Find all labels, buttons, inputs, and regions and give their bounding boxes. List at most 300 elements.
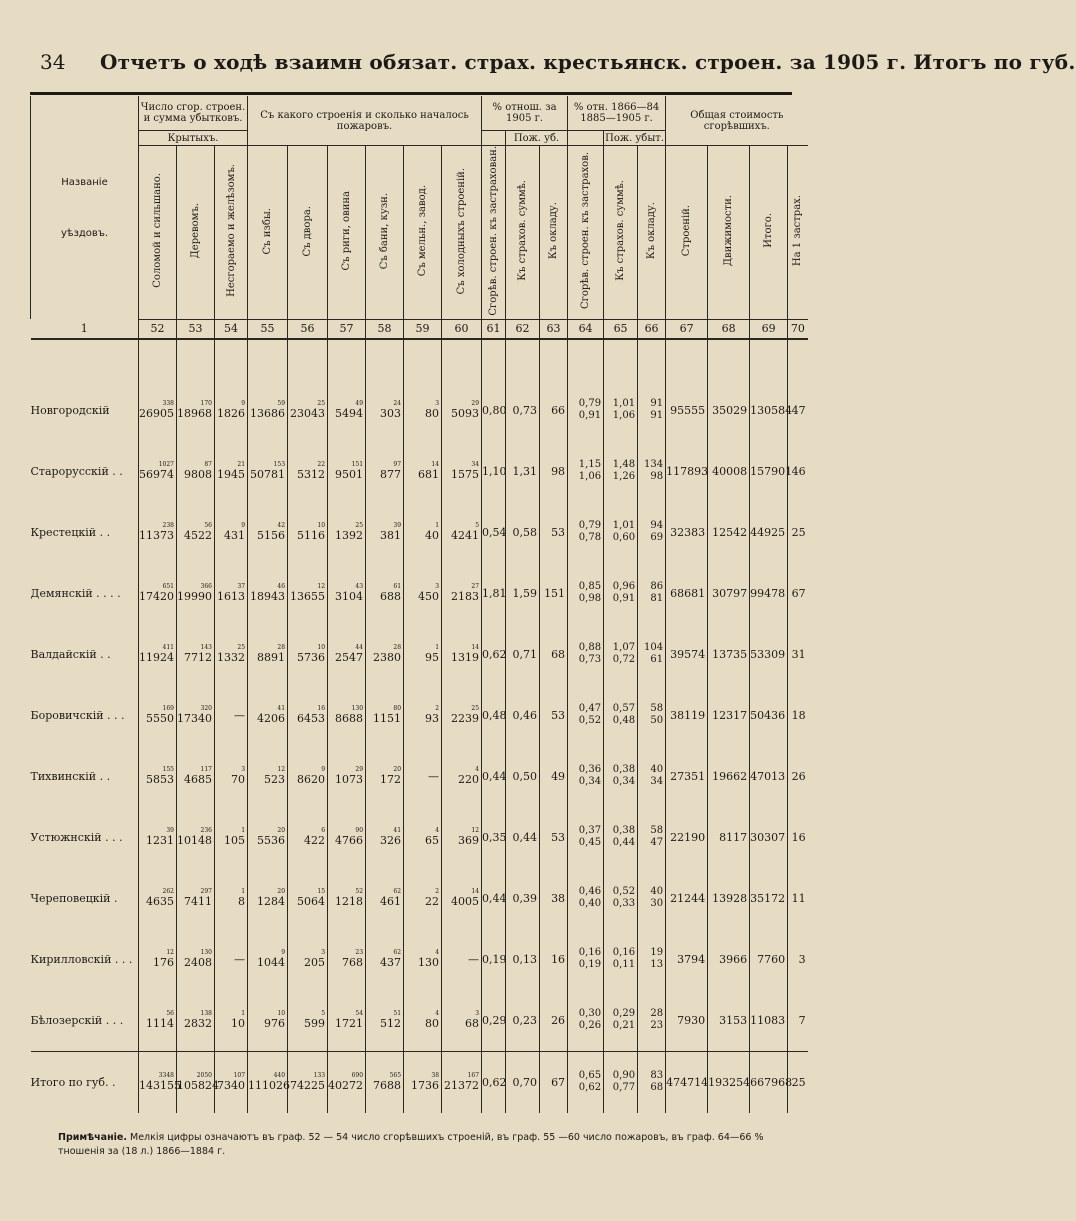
footnote — [58, 1131, 788, 1159]
data-cell — [139, 868, 177, 929]
column-number: 54 — [215, 319, 248, 339]
cell-value: 25 — [791, 1075, 806, 1089]
fraction-top: 0,46 — [578, 886, 602, 898]
small-count: 20 — [277, 827, 286, 835]
small-count: 29 — [471, 400, 480, 408]
fraction-top: 0,90 — [612, 1070, 636, 1082]
total-cost-cell — [666, 563, 708, 624]
data-cell — [442, 807, 482, 868]
data-cell — [328, 990, 366, 1052]
data-cell — [177, 624, 215, 685]
fraction-top: 0,30 — [578, 1008, 602, 1020]
column-header — [568, 146, 604, 320]
fraction-cell — [604, 990, 638, 1052]
district-name: Бѣлозерскій . . . — [30, 1013, 124, 1027]
cell-value: 0,80 — [482, 403, 507, 417]
fraction-bottom: 0,33 — [612, 898, 636, 910]
fraction-top: 0,38 — [612, 825, 636, 837]
cell-value: 11083 — [750, 1013, 786, 1027]
fraction-bottom: 0,73 — [578, 654, 602, 666]
column-header-label: Съ бани, кузн. — [379, 192, 391, 269]
small-count: 3 — [475, 1010, 480, 1018]
small-count: 6 — [321, 827, 326, 835]
data-cell — [177, 502, 215, 563]
fraction-bottom: 91 — [650, 410, 664, 422]
column-number: 69 — [750, 319, 788, 339]
footnote-label: Примѣчаніе. — [58, 1132, 127, 1143]
data-cell — [366, 441, 404, 502]
data-cell — [177, 441, 215, 502]
cell-value: 44925 — [750, 525, 786, 539]
fraction-cell — [638, 563, 666, 624]
cell-value: 2183 — [451, 590, 480, 604]
data-cell — [404, 807, 442, 868]
cell-value: 13735 — [712, 647, 748, 661]
total-cost-cell — [708, 502, 750, 563]
cell-value: 40272 — [328, 1079, 364, 1093]
cell-value: 5494 — [335, 407, 364, 421]
data-cell — [540, 746, 568, 807]
small-count: 12 — [166, 949, 174, 957]
data-cell — [506, 1051, 540, 1113]
small-count: 28 — [277, 644, 286, 652]
column-number: 61 — [482, 319, 506, 339]
small-count: 21 — [237, 461, 246, 469]
fraction-top: 1,07 — [612, 642, 636, 654]
fraction-bottom: 81 — [650, 593, 664, 605]
data-cell — [482, 380, 506, 441]
name-header-gap — [31, 188, 138, 228]
small-count: 565 — [389, 1072, 402, 1080]
cell-value: 13686 — [250, 407, 286, 421]
data-cell — [288, 807, 328, 868]
data-cell — [177, 685, 215, 746]
column-number: 59 — [404, 319, 442, 339]
cell-value: 18968 — [177, 407, 212, 421]
fraction-top: 1,15 — [578, 459, 602, 471]
cell-value: 5093 — [451, 407, 480, 421]
data-cell — [139, 746, 177, 807]
cell-value: 0,50 — [512, 769, 538, 783]
column-header-label: Съ избы. — [262, 207, 274, 255]
cell-value: 1151 — [373, 712, 402, 726]
cell-value: 56974 — [139, 468, 174, 482]
fraction-cell — [638, 746, 666, 807]
cell-value: — — [234, 708, 246, 722]
data-cell — [248, 624, 288, 685]
cell-value: 5550 — [146, 712, 174, 726]
small-count: 1 — [435, 644, 440, 652]
column-header-label: Съ риги, овина — [341, 191, 353, 271]
column-number: 62 — [506, 319, 540, 339]
cell-value: 21372 — [444, 1079, 480, 1093]
cell-value: 151 — [544, 586, 566, 600]
cell-value: 1945 — [217, 468, 246, 482]
fraction-bottom: 0,78 — [578, 532, 602, 544]
total-cost-cell — [750, 929, 788, 990]
cell-value: 5853 — [146, 773, 174, 787]
fraction-top: 0,36 — [578, 764, 602, 776]
fraction-bottom: 23 — [650, 1020, 664, 1032]
small-count: 138 — [200, 1010, 212, 1018]
cell-value: 30307 — [750, 830, 786, 844]
district-row — [31, 685, 808, 746]
fraction-top: 1,01 — [612, 398, 636, 410]
column-header — [604, 146, 638, 320]
small-count: 25 — [237, 644, 246, 652]
cell-value: 7411 — [184, 895, 212, 909]
data-cell — [540, 624, 568, 685]
fraction-cell — [604, 807, 638, 868]
column-header — [788, 146, 808, 320]
total-cost-cell — [666, 441, 708, 502]
small-count: 28 — [393, 644, 402, 652]
small-count: 2 — [435, 705, 440, 713]
data-cell — [404, 563, 442, 624]
column-header-label: Итого. — [763, 213, 775, 249]
cell-value: 4206 — [257, 712, 286, 726]
cell-value: 17340 — [177, 712, 212, 726]
data-cell — [506, 685, 540, 746]
small-count: 9 — [321, 766, 326, 774]
cell-value: 49 — [551, 769, 566, 783]
data-cell — [442, 929, 482, 990]
data-cell — [215, 563, 248, 624]
small-count: 366 — [200, 583, 212, 591]
data-cell — [248, 441, 288, 502]
small-count: 12 — [471, 827, 480, 835]
fraction-cell — [604, 441, 638, 502]
data-cell — [177, 563, 215, 624]
fraction-cell — [568, 685, 604, 746]
small-count: 97 — [393, 461, 402, 469]
district-row — [31, 380, 808, 441]
total-cost-cell — [666, 807, 708, 868]
fraction-cell — [568, 746, 604, 807]
small-count: 62 — [393, 888, 402, 896]
cell-value: 40 — [425, 529, 440, 543]
cell-value: 0,23 — [512, 1013, 538, 1027]
data-cell — [328, 1051, 366, 1113]
data-cell — [482, 929, 506, 990]
fraction-bottom: 1,06 — [578, 471, 602, 483]
district-name-header — [31, 96, 139, 319]
cell-value: 7340 — [217, 1079, 246, 1093]
fraction-top: 40 — [650, 764, 664, 776]
cell-value: 11 — [791, 891, 806, 905]
fraction-bottom: 98 — [650, 471, 664, 483]
cell-value: 111026 — [248, 1079, 291, 1093]
cell-value: 8117 — [719, 830, 748, 844]
data-cell — [215, 807, 248, 868]
total-cost-cell — [788, 929, 808, 990]
small-count: 37 — [237, 583, 246, 591]
small-count: 320 — [200, 705, 212, 713]
cell-value: 26 — [791, 769, 806, 783]
small-count: 4 — [475, 766, 480, 774]
cell-value: 13928 — [712, 891, 748, 905]
data-cell — [288, 685, 328, 746]
data-cell — [328, 929, 366, 990]
district-name: Кирилловскій . . . — [30, 952, 133, 966]
cell-value: 10 — [231, 1017, 246, 1031]
column-header — [750, 146, 788, 320]
fraction-cell — [568, 990, 604, 1052]
small-count: 14 — [471, 644, 480, 652]
header-rule — [30, 92, 792, 95]
total-cost-cell — [708, 807, 750, 868]
small-count: 34 — [471, 461, 480, 469]
cell-value: 0,46 — [512, 708, 538, 722]
cell-value: 7 — [798, 1013, 806, 1027]
fraction-cell — [604, 380, 638, 441]
data-cell — [482, 624, 506, 685]
fraction-cell — [638, 502, 666, 563]
cell-value: 21244 — [670, 891, 706, 905]
data-cell — [215, 624, 248, 685]
cell-value: 68681 — [670, 586, 706, 600]
cell-value: 11373 — [139, 529, 174, 543]
data-cell — [540, 502, 568, 563]
data-cell — [328, 746, 366, 807]
data-cell — [139, 685, 177, 746]
small-count: 2 — [435, 888, 440, 896]
column-header — [404, 146, 442, 320]
small-count: 80 — [393, 705, 402, 713]
data-cell — [506, 502, 540, 563]
total-cost-cell — [788, 868, 808, 929]
small-count: 2050 — [196, 1072, 212, 1080]
column-header-label: На 1 застрах. — [792, 195, 804, 267]
data-cell — [248, 990, 288, 1052]
cell-value: 523 — [264, 773, 286, 787]
fraction-cell — [638, 990, 666, 1052]
data-cell — [248, 380, 288, 441]
fraction-top: 0,16 — [578, 947, 602, 959]
fraction-top: 0,38 — [612, 764, 636, 776]
total-cost-cell — [788, 685, 808, 746]
data-cell — [404, 441, 442, 502]
data-cell — [482, 563, 506, 624]
fraction-cell — [604, 746, 638, 807]
data-cell — [248, 563, 288, 624]
data-cell — [442, 868, 482, 929]
small-count: 27 — [471, 583, 480, 591]
column-number: 53 — [177, 319, 215, 339]
group-burned-header: Число сгор. строен. и сумма убытковъ. — [139, 96, 248, 131]
fraction-cell — [568, 868, 604, 929]
fraction-cell — [604, 502, 638, 563]
data-cell — [288, 624, 328, 685]
fraction-top: 58 — [650, 825, 664, 837]
cell-value: 5312 — [297, 468, 326, 482]
column-number: 55 — [248, 319, 288, 339]
cell-value: 7712 — [184, 651, 212, 665]
cell-value: 2832 — [184, 1017, 212, 1031]
cell-value: 1044 — [257, 956, 286, 970]
small-count: 236 — [200, 827, 212, 835]
fraction-top: 1,01 — [612, 520, 636, 532]
group-total-cost-header: Общая стоимость сгорѣвшихъ. — [666, 96, 808, 146]
total-cost-cell — [708, 929, 750, 990]
column-header-label: Сгорѣв. строен. къ застрахов. — [580, 152, 592, 310]
data-cell — [482, 441, 506, 502]
small-count: 9 — [241, 400, 246, 408]
data-cell — [215, 746, 248, 807]
cell-value: 4241 — [451, 529, 480, 543]
cell-value: 381 — [380, 529, 402, 543]
data-cell — [328, 563, 366, 624]
cell-value: 50436 — [750, 708, 786, 722]
cell-value: 80 — [425, 1017, 440, 1031]
cell-value: 27351 — [670, 769, 706, 783]
cell-value: 176 — [153, 956, 174, 970]
data-cell — [366, 868, 404, 929]
data-cell — [482, 685, 506, 746]
small-count: 4 — [435, 949, 440, 957]
cell-value: 4635 — [146, 895, 174, 909]
district-row — [31, 868, 808, 929]
data-cell — [404, 380, 442, 441]
small-count: 130 — [200, 949, 212, 957]
fraction-cell — [638, 868, 666, 929]
cell-value: 0,44 — [512, 830, 538, 844]
fraction-top: 28 — [650, 1008, 664, 1020]
cell-value: 2380 — [373, 651, 402, 665]
cell-value: 12542 — [712, 525, 748, 539]
cell-value: 3104 — [335, 590, 364, 604]
data-cell — [215, 502, 248, 563]
cell-value: 4522 — [184, 529, 212, 543]
cell-value: 0,54 — [482, 525, 507, 539]
data-cell — [506, 624, 540, 685]
data-cell — [139, 990, 177, 1052]
cell-value: 768 — [342, 956, 364, 970]
cell-value: 5536 — [257, 834, 286, 848]
cell-value: 35029 — [712, 403, 748, 417]
cell-value: 18943 — [250, 590, 286, 604]
data-cell — [442, 624, 482, 685]
fraction-cell — [638, 685, 666, 746]
total-cost-cell — [750, 685, 788, 746]
cell-value: 1575 — [451, 468, 480, 482]
statistics-table — [30, 96, 808, 1113]
cell-value: 16 — [791, 830, 806, 844]
cell-value: 66 — [551, 403, 566, 417]
cell-value: 1073 — [335, 773, 364, 787]
fraction-bottom: 0,19 — [578, 959, 602, 971]
cell-value: 19662 — [712, 769, 748, 783]
fraction-top: 19 — [650, 947, 664, 959]
cell-value: 5736 — [297, 651, 326, 665]
data-cell — [139, 807, 177, 868]
fraction-bottom: 0,62 — [578, 1082, 602, 1094]
cell-value: 976 — [264, 1017, 286, 1031]
small-count: 5 — [321, 1010, 326, 1018]
cell-value: 23043 — [290, 407, 326, 421]
data-cell — [482, 746, 506, 807]
small-count: 39 — [166, 827, 174, 835]
column-header-label: Сгорѣв. строен. къ застрахован. — [488, 146, 500, 316]
column-header — [328, 146, 366, 320]
cell-value: 16 — [551, 952, 566, 966]
data-cell — [506, 990, 540, 1052]
fraction-bottom: 0,77 — [612, 1082, 636, 1094]
page-number: 34 — [40, 50, 66, 74]
data-cell — [248, 929, 288, 990]
cell-value: 3966 — [719, 952, 748, 966]
data-cell — [404, 868, 442, 929]
small-count: 262 — [162, 888, 174, 896]
cell-value: 0,58 — [512, 525, 538, 539]
cell-value: 1319 — [451, 651, 480, 665]
cell-value: 4685 — [184, 773, 212, 787]
column-header — [708, 146, 750, 320]
data-cell — [328, 441, 366, 502]
column-header-label: Къ окладу. — [646, 202, 658, 260]
column-number: 63 — [540, 319, 568, 339]
name-header-line2: уѣздовъ. — [60, 227, 109, 239]
small-count: 169 — [162, 705, 174, 713]
cell-value: 461 — [380, 895, 402, 909]
cell-value: 4766 — [335, 834, 364, 848]
cell-value: 667968 — [750, 1075, 793, 1089]
cell-value: 7930 — [677, 1013, 706, 1027]
small-count: 29 — [355, 766, 364, 774]
column-number: 70 — [788, 319, 808, 339]
fraction-top: 40 — [650, 886, 664, 898]
small-count: 16 — [317, 705, 326, 713]
column-header-label: Къ страхов. суммѣ. — [615, 180, 627, 282]
column-number: 68 — [708, 319, 750, 339]
data-cell — [442, 563, 482, 624]
cell-value: 32383 — [670, 525, 706, 539]
data-cell — [177, 380, 215, 441]
cell-value: 369 — [458, 834, 480, 848]
data-cell — [366, 502, 404, 563]
data-cell — [540, 868, 568, 929]
small-count: 43 — [355, 583, 364, 591]
small-count: 12 — [277, 766, 286, 774]
data-cell — [288, 563, 328, 624]
small-count: 4 — [435, 827, 440, 835]
cell-value: 431 — [224, 529, 246, 543]
small-count: 59 — [277, 400, 286, 408]
district-row — [31, 563, 808, 624]
small-count: 41 — [277, 705, 286, 713]
cell-value: 0,29 — [482, 1013, 507, 1027]
fraction-bottom: 0,48 — [612, 715, 636, 727]
data-cell — [215, 868, 248, 929]
fraction-cell — [638, 929, 666, 990]
data-cell — [288, 502, 328, 563]
data-cell — [177, 1051, 219, 1113]
small-count: 9 — [281, 949, 286, 957]
small-count: 5 — [475, 522, 480, 530]
fraction-bottom: 13 — [650, 959, 664, 971]
small-count: 170 — [200, 400, 212, 408]
column-header-label: Строеній. — [681, 205, 693, 257]
data-cell — [442, 990, 482, 1052]
small-count: 411 — [162, 644, 174, 652]
small-count: 41 — [393, 827, 402, 835]
fraction-cell — [638, 1051, 666, 1113]
small-count: 440 — [273, 1072, 286, 1080]
fraction-cell — [604, 563, 638, 624]
cell-value: 1613 — [217, 590, 246, 604]
cell-value: 130 — [418, 956, 440, 970]
small-count: 1 — [241, 888, 246, 896]
